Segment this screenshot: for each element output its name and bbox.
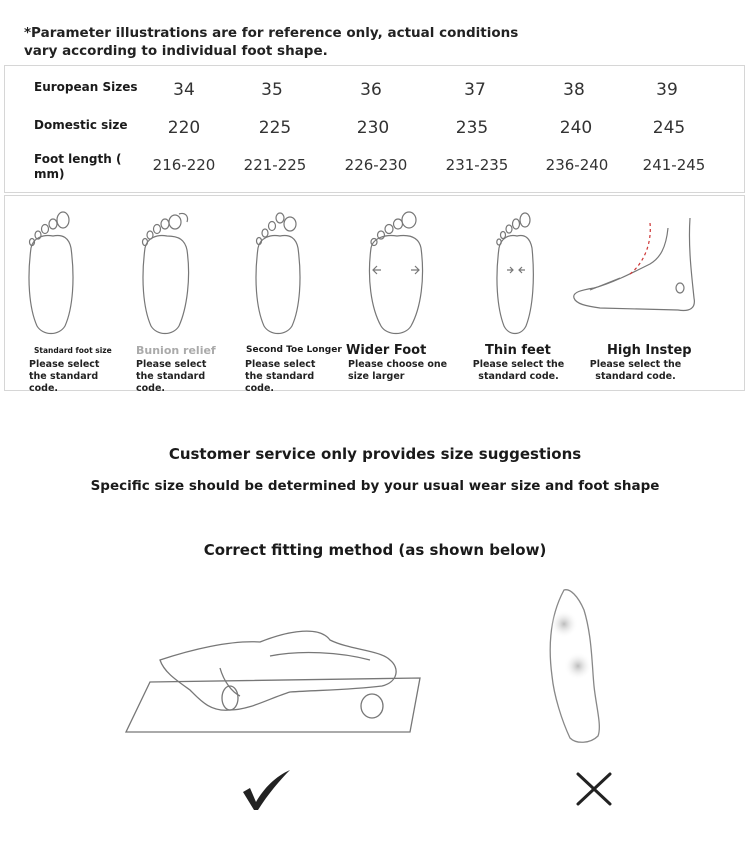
row-label-domestic: Domestic size (34, 118, 128, 132)
fitting-title: Correct fitting method (as shown below) (203, 541, 547, 559)
caption-title: Standard foot size (34, 346, 112, 355)
table-row (5, 112, 744, 150)
table-cell: 240 (559, 118, 593, 138)
table-cell: 230 (356, 118, 390, 138)
size-table (4, 65, 745, 193)
table-cell: 38 (563, 80, 585, 100)
table-cell: 226-230 (344, 156, 408, 174)
table-cell: 235 (455, 118, 489, 138)
table-cell: 37 (464, 80, 486, 100)
table-cell: 221-225 (243, 156, 307, 174)
table-cell: 231-235 (445, 156, 509, 174)
thin-foot-icon (487, 208, 547, 338)
correct-fitting-illustration (120, 620, 430, 740)
standard-foot-icon (23, 208, 83, 338)
wide-foot-icon (367, 208, 427, 338)
service-subline: Specific size should be determined by your usual wear size and foot shape (90, 478, 660, 494)
foot-shapes-panel (4, 195, 745, 394)
table-cell: 225 (258, 118, 292, 138)
caption-desc: Please select the standard code. (589, 359, 682, 382)
bunion-foot-icon (137, 208, 197, 338)
wrong-fitting-illustration (540, 586, 610, 746)
table-cell: 241-245 (642, 156, 706, 174)
caption-desc: Please choose one size larger (348, 359, 448, 382)
row-label-foot-length: Foot length ( mm) (34, 152, 122, 181)
caption-desc: Please select the standard code. (245, 359, 316, 394)
caption-desc: Please select the standard code. (29, 359, 100, 394)
table-cell: 236-240 (545, 156, 609, 174)
table-row (5, 74, 744, 112)
caption-title: Thin feet (485, 343, 551, 358)
table-cell: 34 (173, 80, 195, 100)
caption-title: High Instep (607, 343, 692, 358)
table-cell: 245 (652, 118, 686, 138)
caption-title: Second Toe Longer (246, 345, 342, 355)
high-instep-foot-icon (570, 218, 705, 318)
cross-mark-icon (574, 770, 614, 808)
check-mark-icon (240, 768, 295, 813)
reference-note: *Parameter illustrations are for reference only, actual conditions vary according to individual foot shape. (24, 25, 519, 59)
service-headline: Customer service only provides size suggestions (168, 445, 582, 463)
table-cell: 216-220 (152, 156, 216, 174)
table-row (5, 150, 744, 188)
table-cell: 36 (360, 80, 382, 100)
second-toe-foot-icon (250, 208, 310, 338)
caption-desc: Please select the standard code. (472, 359, 565, 382)
table-cell: 35 (261, 80, 283, 100)
caption-desc: Please select the standard code. (136, 359, 207, 394)
caption-title: Bunion relief (136, 344, 216, 357)
table-cell: 39 (656, 80, 678, 100)
caption-title: Wider Foot (346, 343, 427, 358)
row-label-european: European Sizes (34, 80, 138, 94)
table-cell: 220 (167, 118, 201, 138)
